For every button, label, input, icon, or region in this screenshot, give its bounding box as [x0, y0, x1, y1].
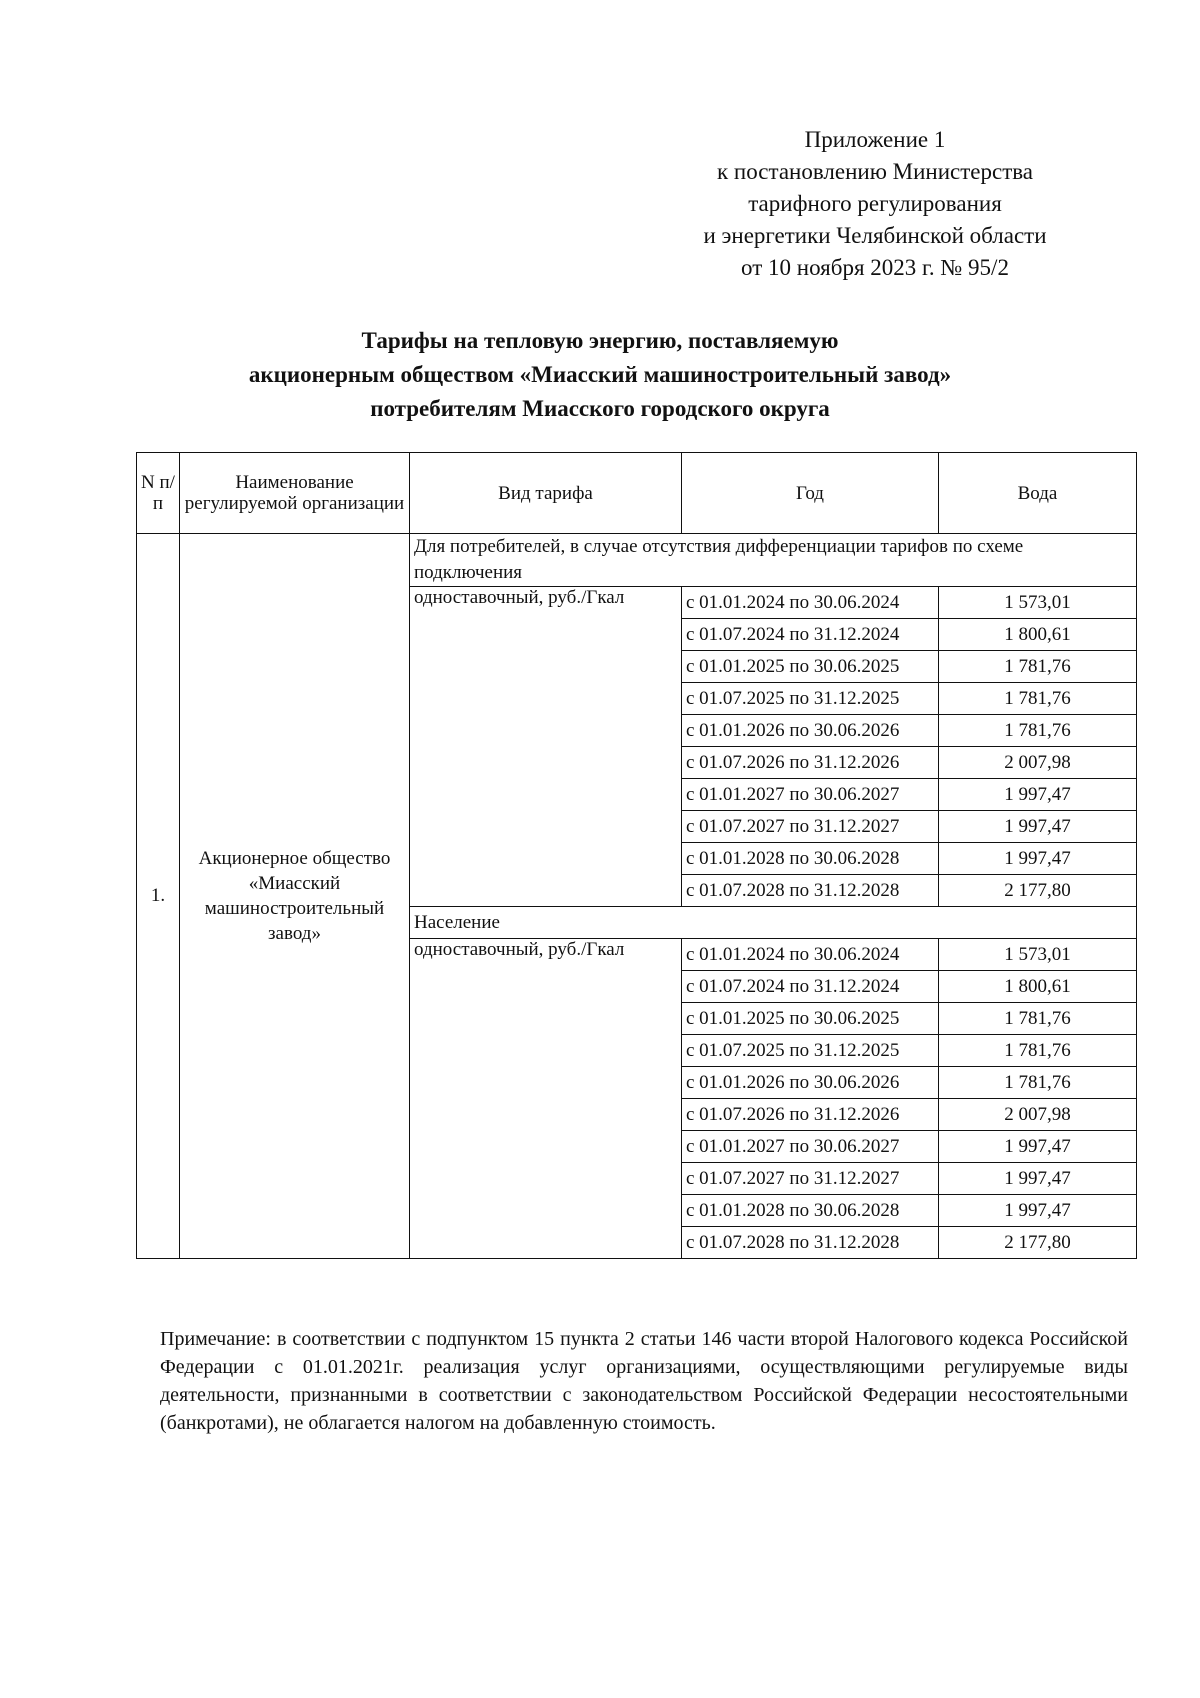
value-cell: 1 800,61 [939, 971, 1137, 1003]
period-cell: с 01.07.2027 по 31.12.2027 [682, 811, 939, 843]
period-cell: с 01.01.2026 по 30.06.2026 [682, 1067, 939, 1099]
value-cell: 1 781,76 [939, 1003, 1137, 1035]
table-header-row [137, 453, 1137, 534]
row-number: 1. [137, 534, 180, 1259]
title-line: Тарифы на тепловую энергию, поставляемую [361, 328, 839, 353]
period-cell: с 01.01.2024 по 30.06.2024 [682, 939, 939, 971]
footnote: Примечание: в соответствии с подпунктом 15 пункта 2 статьи 146 части второй Налогового кодекса Российской Федерации с 01.01.2021г. реализация услуг организациями, осуществляющими регулируемые виды деятельности, признанными в соответствии с законодательством Российской Федерации несостоятельными (банкротами), не облагается налогом на добавленную стоимость. [160, 1328, 1128, 1434]
period-cell: с 01.07.2025 по 31.12.2025 [682, 1035, 939, 1067]
period-cell: с 01.01.2027 по 30.06.2027 [682, 779, 939, 811]
appendix-line: Приложение 1 [804, 127, 946, 152]
period-cell: с 01.07.2026 по 31.12.2026 [682, 747, 939, 779]
value-cell: 1 781,76 [939, 1035, 1137, 1067]
period-cell: с 01.07.2027 по 31.12.2027 [682, 1163, 939, 1195]
value-cell: 1 573,01 [939, 939, 1137, 971]
period-cell: с 01.07.2028 по 31.12.2028 [682, 1227, 939, 1259]
period-cell: с 01.01.2028 по 30.06.2028 [682, 843, 939, 875]
value-cell: 2 007,98 [939, 1099, 1137, 1131]
header-org: Наименование регулируемой организации [180, 453, 410, 534]
value-cell: 1 997,47 [939, 1195, 1137, 1227]
period-cell: с 01.07.2025 по 31.12.2025 [682, 683, 939, 715]
value-cell: 1 781,76 [939, 683, 1137, 715]
value-cell: 1 997,47 [939, 1131, 1137, 1163]
title-line: акционерным обществом «Миасский машиностроительный завод» [248, 362, 952, 387]
value-cell: 1 997,47 [939, 843, 1137, 875]
header-water: Вода [939, 453, 1137, 534]
period-cell: с 01.01.2025 по 30.06.2025 [682, 651, 939, 683]
group-label: Для потребителей, в случае отсутствия дифференциации тарифов по схеме подключения [410, 534, 1137, 587]
period-cell: с 01.07.2024 по 31.12.2024 [682, 971, 939, 1003]
period-cell: с 01.01.2026 по 30.06.2026 [682, 715, 939, 747]
value-cell: 2 177,80 [939, 1227, 1137, 1259]
header-num: N п/п [137, 453, 180, 534]
period-cell: с 01.01.2024 по 30.06.2024 [682, 587, 939, 619]
value-cell: 1 997,47 [939, 1163, 1137, 1195]
value-cell: 1 997,47 [939, 811, 1137, 843]
value-cell: 1 800,61 [939, 619, 1137, 651]
tariff-table [136, 452, 1137, 1259]
appendix-line: тарифного регулирования [748, 191, 1002, 216]
value-cell: 1 781,76 [939, 715, 1137, 747]
tariff-kind: одноставочный, руб./Гкал [410, 587, 682, 907]
value-cell: 2 177,80 [939, 875, 1137, 907]
organization-name: Акционерное общество «Миасский машиностроительный завод» [180, 534, 410, 1259]
appendix-line: от 10 ноября 2023 г. № 95/2 [741, 255, 1009, 280]
group-label-row [137, 534, 1137, 587]
group-label: Население [410, 907, 1137, 939]
period-cell: с 01.01.2025 по 30.06.2025 [682, 1003, 939, 1035]
period-cell: с 01.01.2028 по 30.06.2028 [682, 1195, 939, 1227]
value-cell: 2 007,98 [939, 747, 1137, 779]
period-cell: с 01.07.2028 по 31.12.2028 [682, 875, 939, 907]
period-cell: с 01.01.2027 по 30.06.2027 [682, 1131, 939, 1163]
document-title [100, 324, 1100, 426]
appendix-line: к постановлению Министерства [716, 159, 1034, 184]
value-cell: 1 781,76 [939, 651, 1137, 683]
period-cell: с 01.07.2024 по 31.12.2024 [682, 619, 939, 651]
appendix-line: и энергетики Челябинской области [703, 223, 1047, 248]
value-cell: 1 781,76 [939, 1067, 1137, 1099]
value-cell: 1 997,47 [939, 779, 1137, 811]
appendix-block [640, 124, 1110, 284]
tariff-kind: одноставочный, руб./Гкал [410, 939, 682, 1259]
title-line: потребителям Миасского городского округа [370, 396, 830, 421]
header-kind: Вид тарифа [410, 453, 682, 534]
header-year: Год [682, 453, 939, 534]
period-cell: с 01.07.2026 по 31.12.2026 [682, 1099, 939, 1131]
value-cell: 1 573,01 [939, 587, 1137, 619]
